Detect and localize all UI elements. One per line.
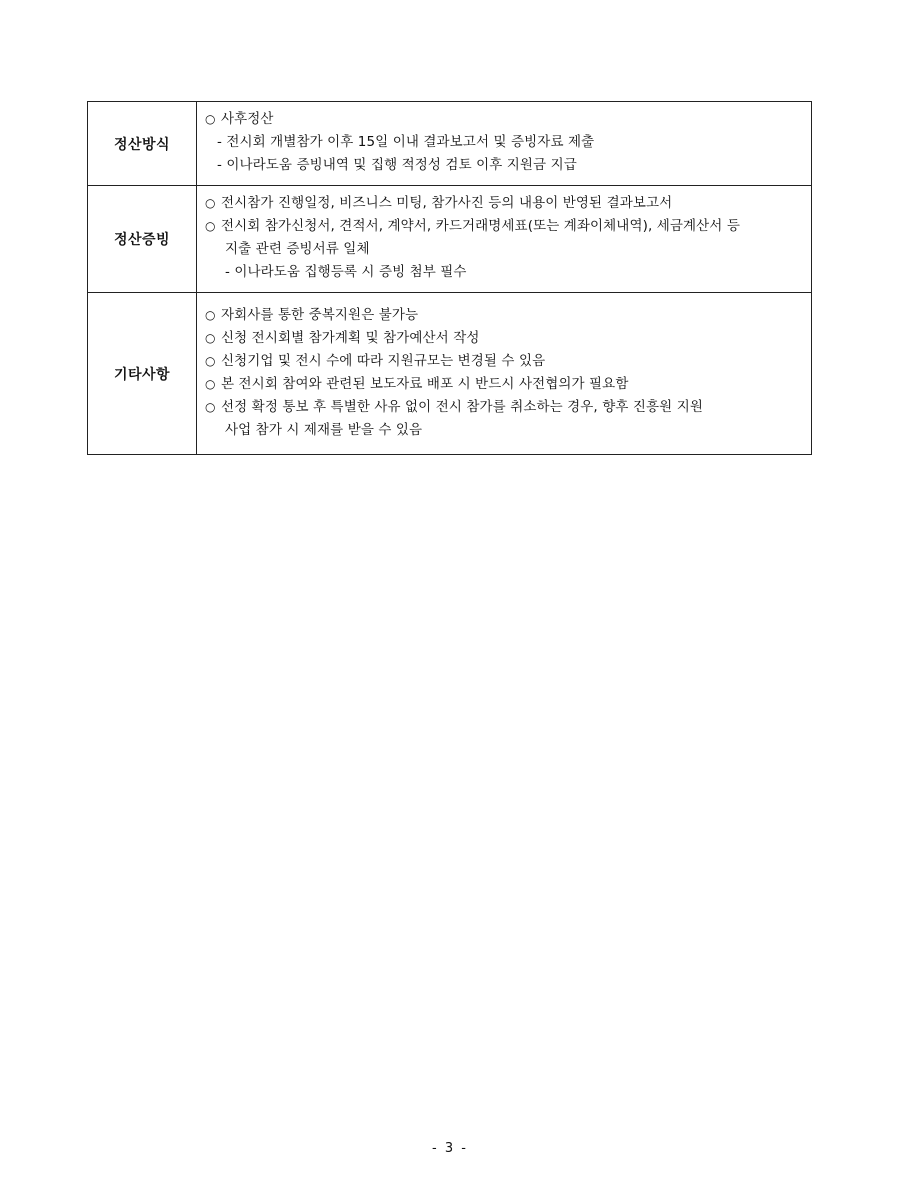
info-table [87,101,812,455]
sub-item: - 이나라도움 증빙내역 및 집행 적정성 검토 이후 지원금 지급 [217,157,577,173]
circle-bullet-icon: ○ [205,376,216,391]
circle-bullet-icon: ○ [205,399,216,414]
bullet-text: 전시회 참가신청서, 견적서, 계약서, 카드거래명세표(또는 계좌이체내역), 세금계산서 등 [221,218,740,234]
circle-bullet-icon: ○ [205,196,216,210]
bullet-text: 본 전시회 참여와 관련된 보도자료 배포 시 반드시 사전협의가 필요함 [221,375,629,392]
circle-bullet-icon: ○ [205,219,216,233]
bullet-item [205,327,803,350]
bullet-text: 신청 전시회별 참가계획 및 참가예산서 작성 [221,329,480,346]
row-label: 정산증빙 [88,186,197,293]
bullet-item [205,192,803,215]
table-row [88,186,812,293]
circle-bullet-icon: ○ [205,330,216,345]
bullet-item [205,373,803,396]
bullet-text: 선정 확정 통보 후 특별한 사유 없이 전시 참가를 취소하는 경우, 향후 진흥원 지원 [221,398,703,415]
table-body [88,102,812,455]
row-content [197,102,812,186]
bullet-text: 자회사를 통한 중복지원은 불가능 [221,306,419,323]
row-label: 정산방식 [88,102,197,186]
bullet-text: 사후정산 [221,111,274,127]
sub-item: - 이나라도움 집행등록 시 증빙 첨부 필수 [225,264,467,280]
circle-bullet-icon: ○ [205,307,216,322]
circle-bullet-icon: ○ [205,112,216,126]
bullet-item [205,108,803,131]
bullet-item [205,396,803,419]
continuation-line: 지출 관련 증빙서류 일체 [225,241,370,257]
row-label: 기타사항 [88,293,197,455]
table-row [88,102,812,186]
bullet-item [205,350,803,373]
table-row [88,293,812,455]
circle-bullet-icon: ○ [205,353,216,368]
bullet-text: 신청기업 및 전시 수에 따라 지원규모는 변경될 수 있음 [221,352,546,369]
continuation-line: 사업 참가 시 제재를 받을 수 있음 [225,421,423,438]
row-content [197,186,812,293]
bullet-item [205,304,803,327]
row-content [197,293,812,455]
bullet-item [205,215,803,238]
page-number: - 3 - [432,1141,468,1156]
bullet-text: 전시참가 진행일정, 비즈니스 미팅, 참가사진 등의 내용이 반영된 결과보고서 [221,195,673,211]
sub-item: - 전시회 개별참가 이후 15일 이내 결과보고서 및 증빙자료 제출 [217,134,595,150]
